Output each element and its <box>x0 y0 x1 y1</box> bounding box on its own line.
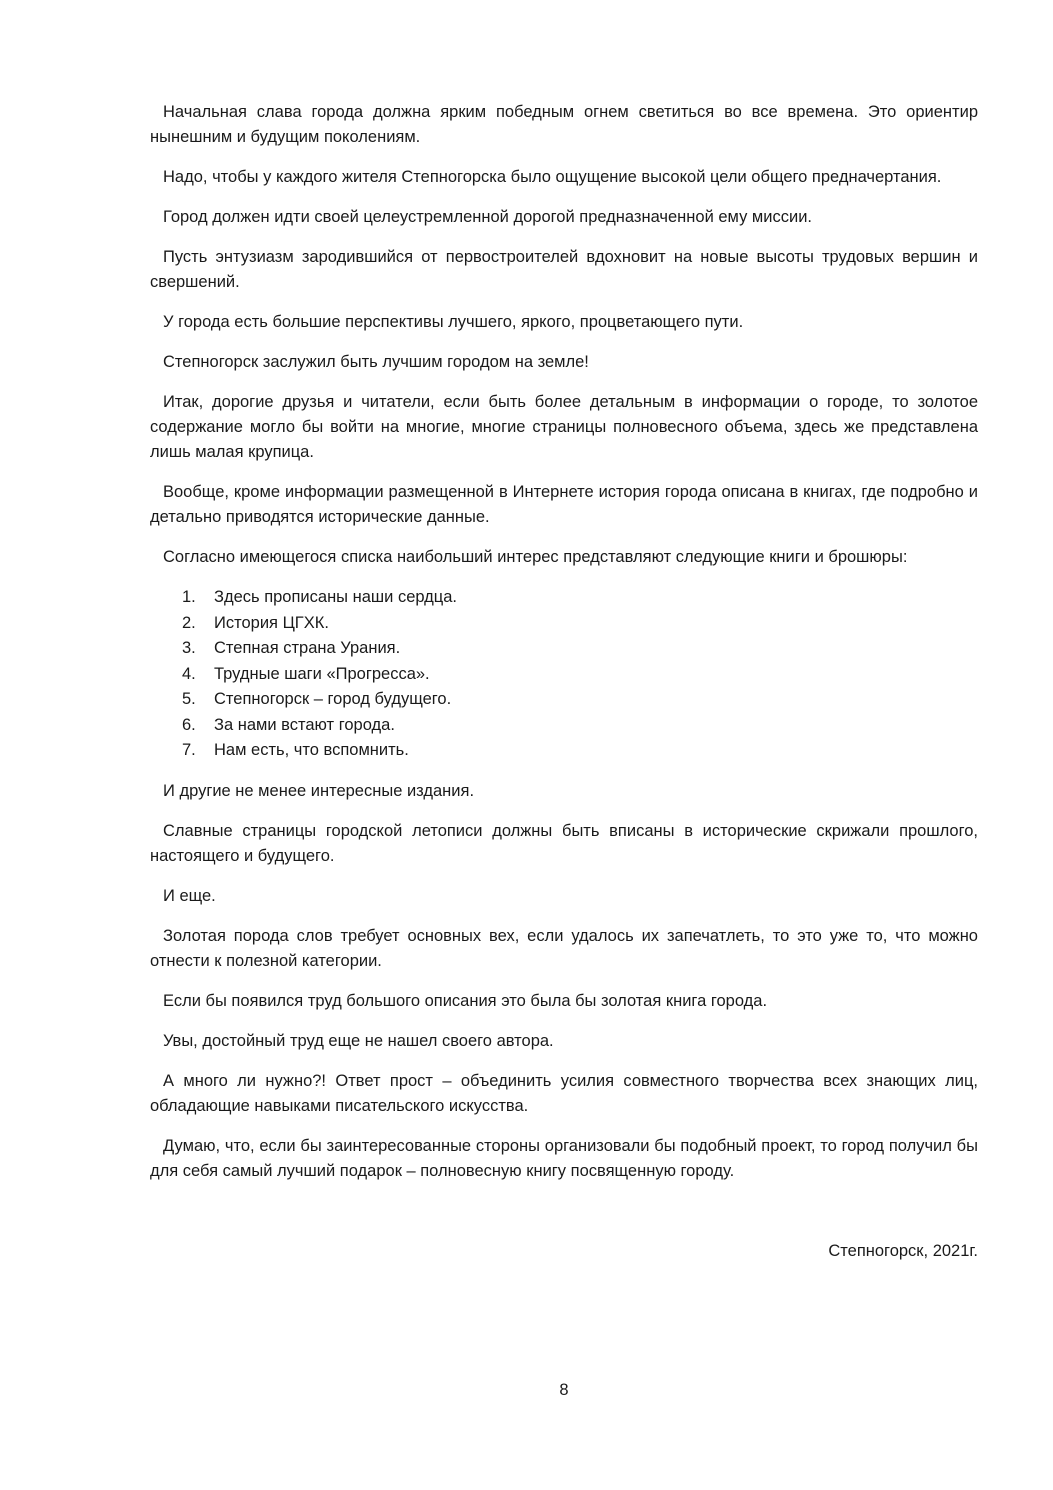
list-number: 5. <box>182 690 196 708</box>
list-number: 7. <box>182 741 196 759</box>
paragraph: Славные страницы городской летописи должны быть вписаны в исторические скрижали прошлого, настоящего и будущего. <box>150 821 978 865</box>
paragraph: Увы, достойный труд еще не нашел своего автора. <box>163 1031 554 1050</box>
paragraph: Начальная слава города должна ярким победным огнем светиться во все времена. Это ориентир нынешним и будущим поколениям. <box>150 103 978 146</box>
book-title: Здесь прописаны наши сердца. <box>214 588 458 606</box>
book-title: Трудные шаги «Прогресса». <box>214 664 430 683</box>
paragraph: Если бы появился труд большого описания это была бы золотая книга города. <box>163 991 768 1010</box>
book-title: За нами встают города. <box>214 715 395 734</box>
signature-place-date: Степногорск, 2021г. <box>828 1241 978 1260</box>
paragraph: Надо, чтобы у каждого жителя Степногорска было ощущение высокой цели общего предначертания. <box>163 168 942 186</box>
list-number: 3. <box>182 639 196 657</box>
paragraph: У города есть большие перспективы лучшего, яркого, процветающего пути. <box>163 313 744 331</box>
paragraph: И еще. <box>163 886 216 905</box>
book-list-item <box>150 585 978 611</box>
paragraph: Золотая порода слов требует основных вех, если удалось их запечатлеть, то это уже то, что можно отнести к полезной категории. <box>150 926 978 970</box>
list-number: 4. <box>182 664 196 683</box>
book-title: Степногорск – город будущего. <box>214 690 452 708</box>
paragraph: Вообще, кроме информации размещенной в Интернете история города описана в книгах, где подробно и детально приводятся исторические данные. <box>150 483 978 526</box>
list-number: 6. <box>182 715 196 734</box>
paragraph: Степногорск заслужил быть лучшим городом на земле! <box>163 353 589 371</box>
book-list-item <box>150 738 978 764</box>
book-title: Степная страна Урания. <box>214 639 401 657</box>
list-intro-paragraph: Согласно имеющегося списка наибольший интерес представляют следующие книги и брошюры: <box>163 548 908 566</box>
paragraph: Итак, дорогие друзья и читатели, если быть более детальным в информации о городе, то золотое содержание могло бы войти на многие, многие страницы полновесного объема, здесь же представлена лишь малая крупица. <box>150 393 978 461</box>
book-title: Нам есть, что вспомнить. <box>214 741 409 759</box>
book-list-item <box>150 662 978 688</box>
paragraph: Думаю, что, если бы заинтересованные стороны организовали бы подобный проект, то город получил бы для себя самый лучший подарок – полновесную книгу посвященную городу. <box>150 1136 978 1180</box>
book-list-item <box>150 611 978 637</box>
book-list-item <box>150 713 978 739</box>
page-number: 8 <box>559 1381 569 1399</box>
paragraph: Город должен идти своей целеустремленной дорогой предназначенной ему миссии. <box>163 208 812 226</box>
paragraph: Пусть энтузиазм зародившийся от первостроителей вдохновит на новые высоты трудовых вершин и свершений. <box>150 248 978 291</box>
paragraph: А много ли нужно?! Ответ прост – объединить усилия совместного творчества всех знающих лиц, обладающие навыками писательского искусства. <box>150 1071 978 1115</box>
list-number: 1. <box>182 588 196 606</box>
book-title: История ЦГХК. <box>214 613 329 632</box>
list-number: 2. <box>182 613 196 632</box>
page-body <box>150 100 978 1264</box>
book-list-item <box>150 687 978 713</box>
book-list <box>150 585 978 764</box>
paragraph: И другие не менее интересные издания. <box>163 781 475 800</box>
book-list-item <box>150 636 978 662</box>
